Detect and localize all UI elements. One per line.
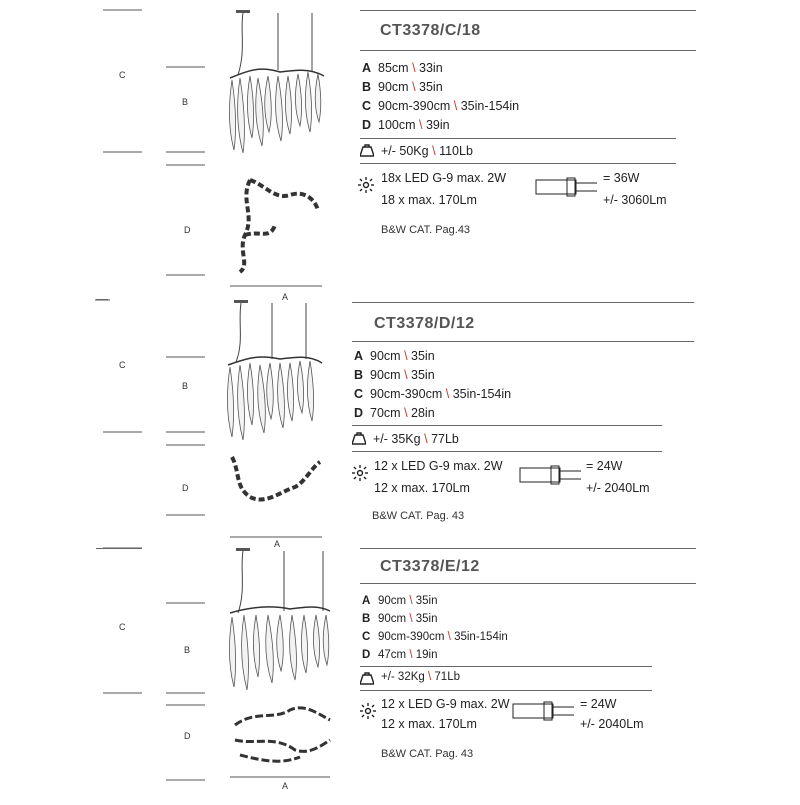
product-code: CT3378/D/12 (374, 315, 475, 332)
chandelier-drawing (0, 297, 340, 557)
product-section-d12 (0, 297, 800, 557)
dimension-c: C 90cm-390cm \ 35in-154in (362, 99, 520, 113)
total-lumen: +/- 2040Lm (586, 481, 650, 495)
weight: +/- 50Kg \ 110Lb (381, 144, 473, 158)
g9-bulb-icon (519, 465, 583, 487)
dimension-b: B 90cm \ 35in (362, 613, 438, 625)
drawing-label-d: D (184, 731, 191, 741)
dimension-d: D 70cm \ 28in (354, 406, 435, 420)
dimension-c: C 90cm-390cm \ 35in-154in (362, 631, 508, 643)
weight-underline (360, 690, 652, 691)
dimension-d: D 47cm \ 19in (362, 649, 438, 661)
drawing-label-b: B (182, 97, 189, 107)
product-code: CT3378/E/12 (380, 558, 480, 575)
drawing-label-a: A (282, 292, 289, 302)
drawing-label-b: B (184, 645, 191, 655)
sun-icon (352, 465, 368, 481)
weight-underline (352, 451, 662, 452)
section-divider (352, 302, 694, 303)
code-underline (352, 341, 694, 342)
code-underline (360, 50, 696, 51)
product-code: CT3378/C/18 (380, 22, 481, 39)
lumen-spec: 18 x max. 170Lm (381, 193, 477, 207)
section-divider (360, 548, 696, 549)
dimension-c: C 90cm-390cm \ 35in-154in (354, 387, 512, 401)
dims-underline (360, 666, 652, 667)
dimension-d: D 100cm \ 39in (362, 118, 450, 132)
drawing-label-a: A (274, 539, 281, 549)
drawing-label-c: C (119, 70, 126, 80)
drawing-label-a: A (282, 781, 289, 791)
dimension-b: B 90cm \ 35in (354, 368, 435, 382)
dimension-a: A 85cm \ 33in (362, 61, 443, 75)
dimension-b: B 90cm \ 35in (362, 80, 443, 94)
weight-icon (360, 671, 374, 685)
product-section-c18 (0, 0, 800, 302)
total-watt: = 24W (586, 459, 623, 473)
page-divider (96, 548, 142, 549)
chandelier-drawing (0, 0, 340, 300)
drawing-label-c: C (119, 360, 126, 370)
led-spec: 12 x LED G-9 max. 2W (381, 697, 510, 711)
led-spec: 12 x LED G-9 max. 2W (374, 459, 503, 473)
total-lumen: +/- 3060Lm (603, 193, 667, 207)
drawing-label-b: B (182, 381, 189, 391)
total-watt: = 36W (603, 171, 640, 185)
drawing-label-c: C (119, 622, 126, 632)
product-section-e12 (0, 545, 800, 805)
g9-bulb-icon (535, 177, 599, 199)
code-underline (360, 583, 696, 584)
weight-underline (360, 163, 676, 164)
lumen-spec: 12 x max. 170Lm (381, 717, 477, 731)
catalog-ref: B&W CAT. Pag. 43 (372, 510, 465, 522)
chandelier-drawing (0, 545, 340, 800)
lumen-spec: 12 x max. 170Lm (374, 481, 470, 495)
sun-icon (358, 177, 374, 193)
led-spec: 18x LED G-9 max. 2W (381, 171, 507, 185)
dimension-a: A 90cm \ 35in (354, 349, 435, 363)
sun-icon (360, 703, 376, 719)
total-watt: = 24W (580, 697, 617, 711)
drawing-label-d: D (182, 483, 189, 493)
dims-underline (352, 425, 662, 426)
section-divider (360, 10, 696, 11)
page-divider (96, 299, 108, 300)
total-lumen: +/- 2040Lm (580, 717, 644, 731)
catalog-ref: B&W CAT. Pag.43 (381, 224, 471, 236)
g9-bulb-icon (512, 701, 576, 723)
weight: +/- 35Kg \ 77Lb (373, 432, 459, 446)
dims-underline (360, 138, 676, 139)
weight-icon (352, 431, 366, 445)
drawing-label-d: D (184, 225, 191, 235)
weight: +/- 32Kg \ 71Lb (381, 671, 460, 683)
dimension-a: A 90cm \ 35in (362, 595, 438, 607)
catalog-ref: B&W CAT. Pag. 43 (381, 748, 474, 760)
weight-icon (360, 143, 374, 157)
